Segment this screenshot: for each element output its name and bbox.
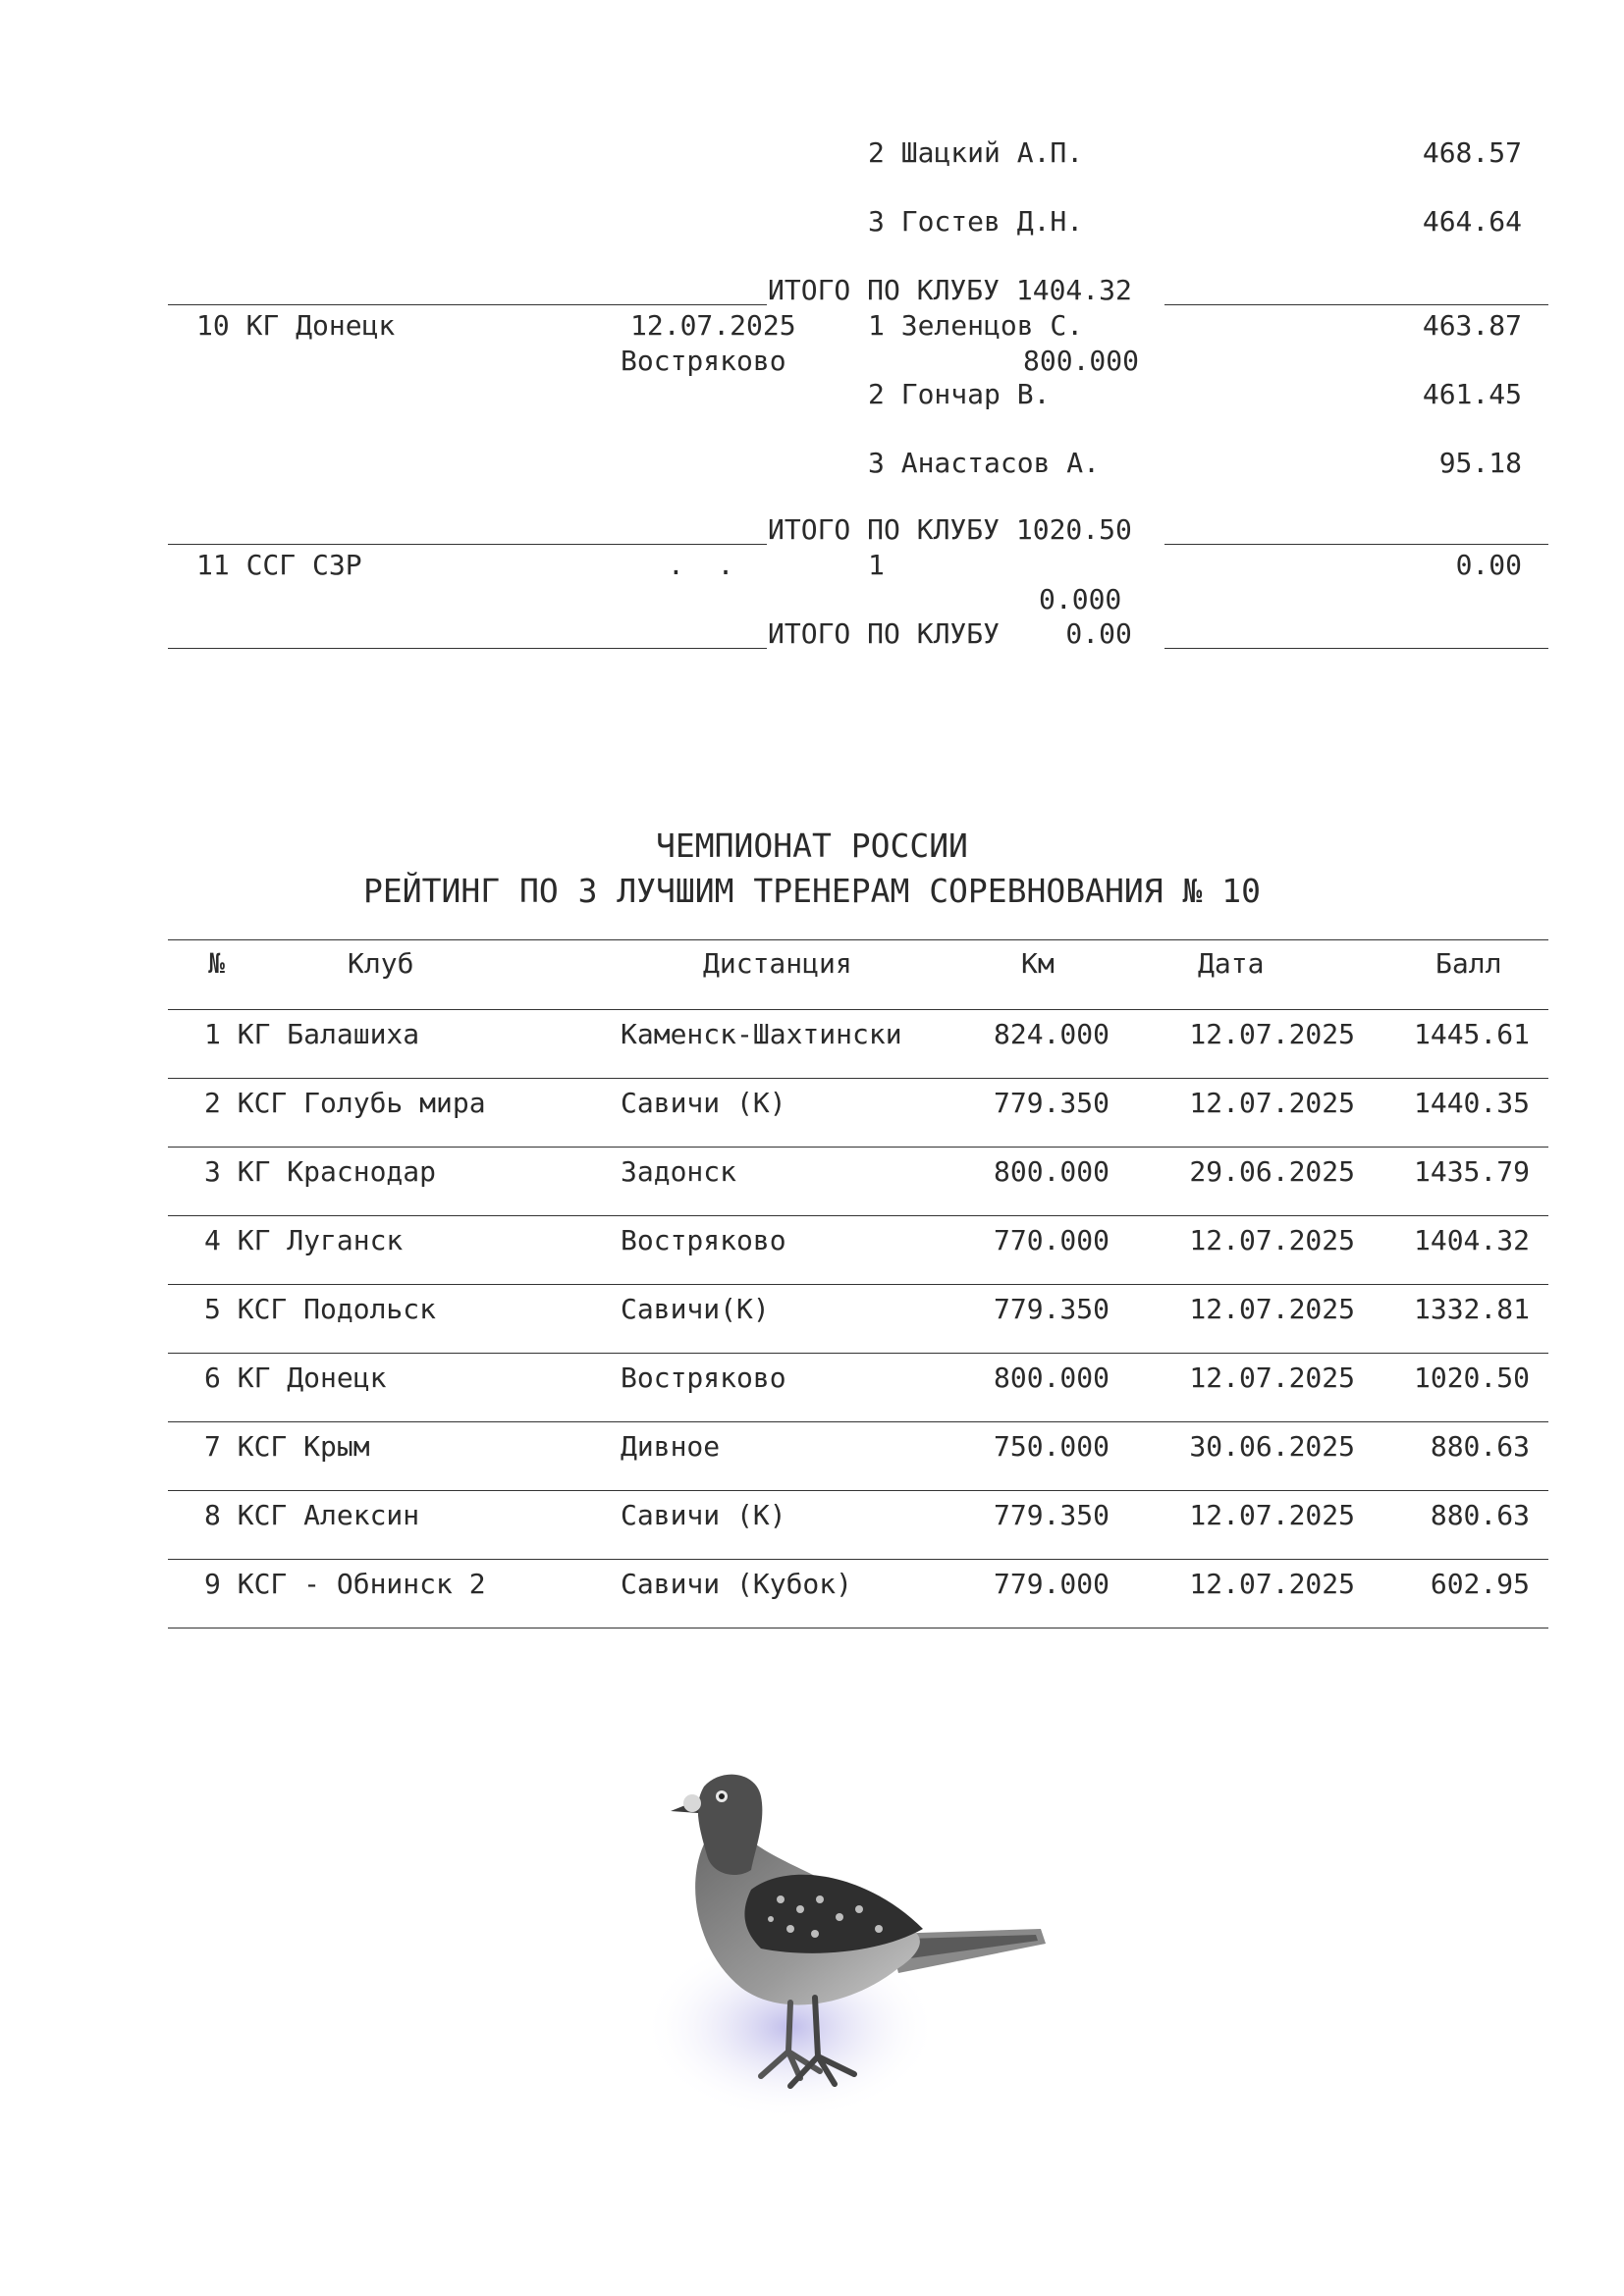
- row-date: 12.07.2025: [1189, 1499, 1355, 1531]
- row-distance: Востряково: [621, 1224, 786, 1256]
- club-name: 11 ССГ СЗР: [196, 549, 362, 581]
- divider: [168, 648, 767, 649]
- row-score: 880.63: [1430, 1430, 1530, 1463]
- col-num-header: №: [208, 947, 225, 980]
- championship-title: ЧЕМПИОНАТ РОССИИ: [656, 827, 968, 865]
- col-date-header: Дата: [1198, 947, 1265, 980]
- club-total: ИТОГО ПО КЛУБУ 1404.32: [768, 274, 1132, 306]
- table-rule: [168, 939, 1548, 940]
- row-date: 12.07.2025: [1189, 1362, 1355, 1394]
- col-club-header: Клуб: [348, 947, 414, 980]
- col-km-header: Км: [1021, 947, 1055, 980]
- club-date: . .: [668, 549, 734, 581]
- table-rule: [168, 1147, 1548, 1148]
- row-km: 779.350: [993, 1293, 1110, 1325]
- trainer-row: 2 Гончар В.: [868, 378, 1051, 410]
- table-rule: [168, 1215, 1548, 1216]
- row-date: 12.07.2025: [1189, 1568, 1355, 1600]
- row-date: 12.07.2025: [1189, 1293, 1355, 1325]
- row-score: 1445.61: [1413, 1018, 1530, 1050]
- table-rule: [168, 1353, 1548, 1354]
- row-score: 602.95: [1430, 1568, 1530, 1600]
- trainer-row: 3 Гостев Д.Н.: [868, 205, 1084, 238]
- trainer-score: 95.18: [1438, 447, 1522, 479]
- row-date: 12.07.2025: [1189, 1087, 1355, 1119]
- divider: [1164, 544, 1548, 545]
- table-rule: [168, 1284, 1548, 1285]
- row-km: 770.000: [993, 1224, 1110, 1256]
- row-distance: Дивное: [621, 1430, 721, 1463]
- club-place: Востряково: [621, 345, 786, 377]
- row-date: 12.07.2025: [1189, 1018, 1355, 1050]
- pigeon-image: [643, 1762, 1056, 2120]
- club-distance: 0.000: [1039, 583, 1122, 615]
- row-date: 12.07.2025: [1189, 1224, 1355, 1256]
- row-club: 1 КГ Балашиха: [204, 1018, 420, 1050]
- trainer-row: 1: [868, 549, 885, 581]
- row-km: 824.000: [993, 1018, 1110, 1050]
- row-distance: Савичи (К): [621, 1087, 786, 1119]
- row-km: 800.000: [993, 1155, 1110, 1188]
- row-score: 1332.81: [1413, 1293, 1530, 1325]
- table-rule: [168, 1421, 1548, 1422]
- row-score: 1440.35: [1413, 1087, 1530, 1119]
- row-score: 1435.79: [1413, 1155, 1530, 1188]
- trainer-score: 463.87: [1422, 309, 1522, 342]
- row-club: 3 КГ Краснодар: [204, 1155, 437, 1188]
- row-distance: Задонск: [621, 1155, 737, 1188]
- row-km: 779.350: [993, 1087, 1110, 1119]
- club-total: ИТОГО ПО КЛУБУ 1020.50: [768, 513, 1132, 546]
- club-distance: 800.000: [1023, 345, 1140, 377]
- club-name: 10 КГ Донецк: [196, 309, 396, 342]
- table-rule: [168, 1009, 1548, 1010]
- row-km: 750.000: [993, 1430, 1110, 1463]
- table-rule: [168, 1078, 1548, 1079]
- row-club: 2 КСГ Голубь мира: [204, 1087, 486, 1119]
- row-club: 5 КСГ Подольск: [204, 1293, 437, 1325]
- trainer-row: 3 Анастасов А.: [868, 447, 1101, 479]
- row-km: 800.000: [993, 1362, 1110, 1394]
- col-distance-header: Дистанция: [703, 947, 852, 980]
- row-club: 7 КСГ Крым: [204, 1430, 370, 1463]
- row-date: 29.06.2025: [1189, 1155, 1355, 1188]
- row-date: 30.06.2025: [1189, 1430, 1355, 1463]
- row-club: 6 КГ Донецк: [204, 1362, 387, 1394]
- club-date: 12.07.2025: [630, 309, 796, 342]
- row-distance: Востряково: [621, 1362, 786, 1394]
- table-rule: [168, 1490, 1548, 1491]
- trainer-row: 1 Зеленцов С.: [868, 309, 1084, 342]
- trainer-score: 461.45: [1422, 378, 1522, 410]
- row-score: 880.63: [1430, 1499, 1530, 1531]
- row-distance: Савичи (К): [621, 1499, 786, 1531]
- row-distance: Каменск-Шахтински: [621, 1018, 902, 1050]
- trainer-score: 464.64: [1422, 205, 1522, 238]
- table-rule: [168, 1559, 1548, 1560]
- club-total: ИТОГО ПО КЛУБУ 0.00: [768, 617, 1132, 650]
- row-distance: Савичи (Кубок): [621, 1568, 853, 1600]
- trainer-row: 2 Шацкий А.П.: [868, 136, 1084, 169]
- row-club: 8 КСГ Алексин: [204, 1499, 420, 1531]
- table-rule: [168, 1628, 1548, 1629]
- rating-title: РЕЙТИНГ ПО 3 ЛУЧШИМ ТРЕНЕРАМ СОРЕВНОВАНИЯ № 10: [363, 872, 1261, 910]
- row-club: 4 КГ Луганск: [204, 1224, 404, 1256]
- row-distance: Савичи(К): [621, 1293, 770, 1325]
- divider: [168, 544, 767, 545]
- trainer-score: 468.57: [1422, 136, 1522, 169]
- row-km: 779.000: [993, 1568, 1110, 1600]
- divider: [168, 304, 767, 305]
- divider: [1164, 304, 1548, 305]
- row-km: 779.350: [993, 1499, 1110, 1531]
- row-score: 1020.50: [1413, 1362, 1530, 1394]
- trainer-score: 0.00: [1455, 549, 1522, 581]
- col-score-header: Балл: [1435, 947, 1502, 980]
- row-score: 1404.32: [1413, 1224, 1530, 1256]
- row-club: 9 КСГ - Обнинск 2: [204, 1568, 486, 1600]
- divider: [1164, 648, 1548, 649]
